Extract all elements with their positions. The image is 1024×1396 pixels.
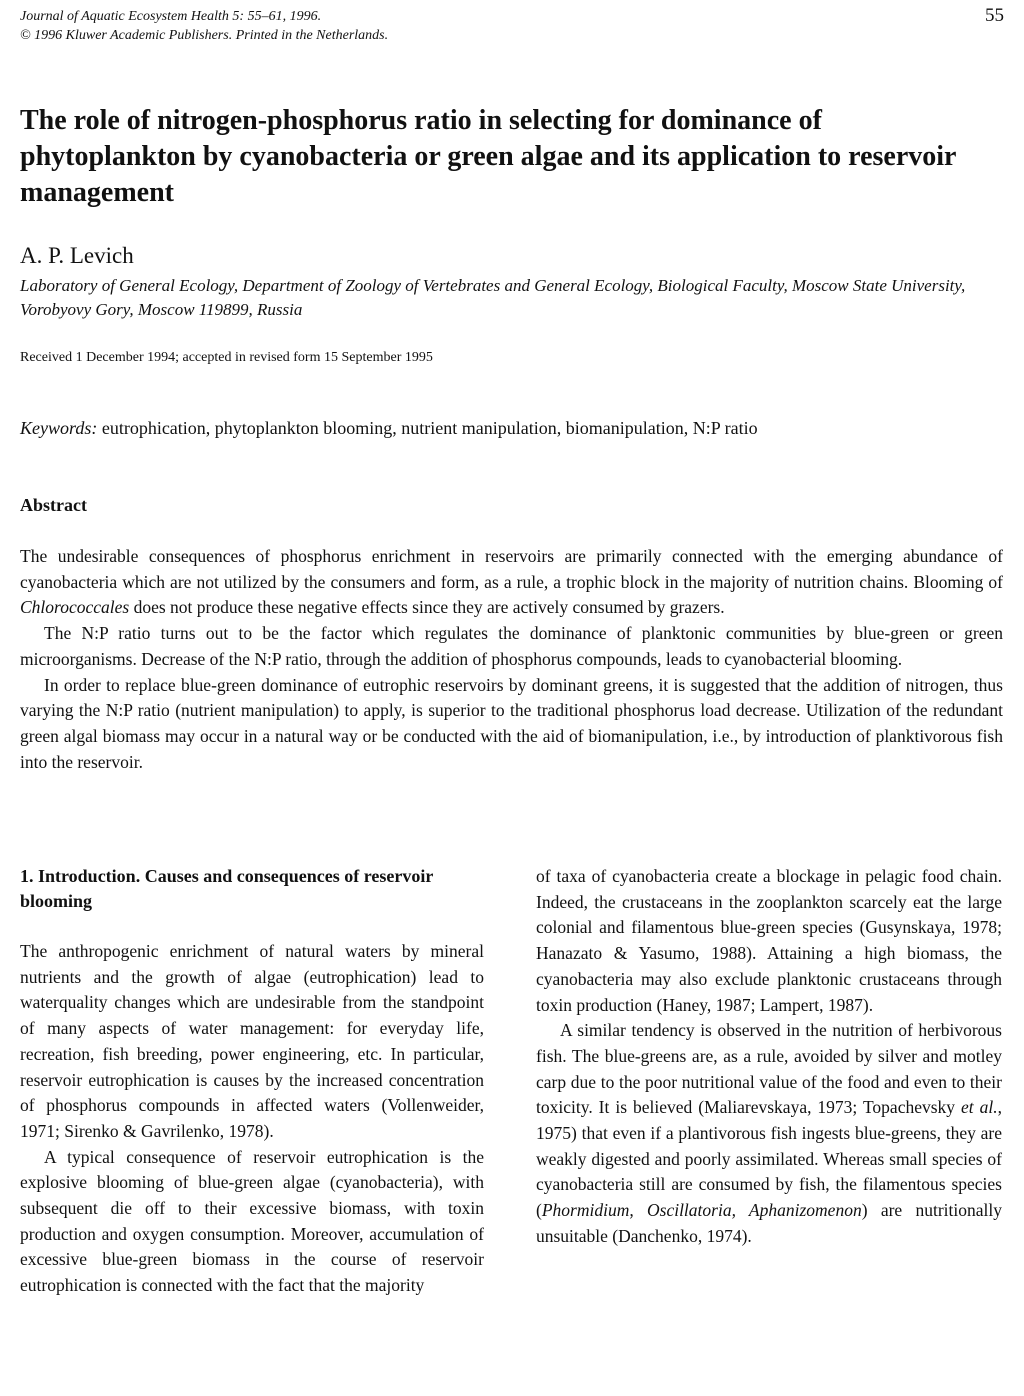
journal-citation: Journal of Aquatic Ecosystem Health 5: 55–61, 1996. [20, 9, 322, 24]
abstract-heading: Abstract [20, 495, 87, 515]
author-affiliation: Laboratory of General Ecology, Department of Zoology of Vertebrates and General Ecology, Biological Faculty, Moscow State University, Vorobyovy Gory, Moscow 119899, Russia [20, 276, 966, 319]
body-paragraph: The anthropogenic enrichment of natural waters by mineral nutrients and the growth of algae (eutrophication) lead to waterquality changes which are undesirable from the standpoint of many aspects of water management: for everyday life, recreation, fish breeding, power engineering, etc. In particular, reservoir eutrophication is causes by the increased concentration of phosphorus compounds in affected waters (Vollenweider, 1971; Sirenko & Gavrilenko, 1978). [20, 941, 484, 1141]
right-column [536, 864, 1002, 1250]
running-header [20, 7, 388, 45]
body-text: , 1975) that even if a plantivorous fish ingests blue-greens, they are weakly digested and poorly assimilated. Whereas small species of cyanobacteria still are consumed by fish, the filamentous species ( [536, 1097, 1002, 1221]
left-column [20, 864, 484, 1299]
received-dates: Received 1 December 1994; accepted in revised form 15 September 1995 [20, 350, 433, 365]
abstract-text: The undesirable consequences of phosphorus enrichment in reservoirs are primarily connected with the emerging abundance of cyanobacteria which are not utilized by the consumers and form, as a rule, a trophic block in the majority of nutrition chains. Blooming of [20, 546, 1003, 592]
abstract-italic-term: Chlorococcales [20, 597, 130, 618]
keywords-text: eutrophication, phytoplankton blooming, nutrient manipulation, biomanipulation, N:P ratio [101, 418, 758, 438]
italic-term: et al. [961, 1097, 998, 1118]
abstract-body [20, 544, 1003, 775]
keywords-label: Keywords: [20, 418, 98, 438]
author-name: A. P. Levich [20, 243, 134, 268]
copyright-notice: © 1996 Kluwer Academic Publishers. Printed in the Netherlands. [20, 28, 389, 43]
abstract-text: does not produce these negative effects since they are actively consumed by grazers. [129, 597, 725, 618]
abstract-paragraph [20, 544, 1003, 621]
section-heading: 1. Introduction. Causes and consequences of reservoir blooming [20, 866, 434, 911]
abstract-paragraph: In order to replace blue-green dominance of eutrophic reservoirs by dominant greens, it is suggested that the addition of nitrogen, thus varying the N:P ratio (nutrient manipulation) to apply, is superior to the traditional phosphorus load decrease. Utilization of the redundant green algal biomass may occur in a natural way or be conducted with the aid of biomanipulation, i.e., by introduction of planktivorous fish into the reservoir. [20, 674, 1003, 772]
body-paragraph: of taxa of cyanobacteria create a blockage in pelagic food chain. Indeed, the crustaceans in the zooplankton scarcely eat the large colonial and filamentous blue-green species (Gusynskaya, 1978; Hanazato & Yasumo, 1988). Attaining a high biomass, the cyanobacteria may also exclude planktonic crustaceans through toxin production (Haney, 1987; Lampert, 1987). [536, 866, 1002, 1015]
body-text: ) are nutritionally unsuitable (Danchenko, 1974). [536, 1200, 1002, 1246]
article-title: The role of nitrogen-phosphorus ratio in selecting for dominance of phytoplankton by cyanobacteria or green algae and its application to reservoir management [20, 105, 956, 208]
abstract-paragraph: The N:P ratio turns out to be the factor which regulates the dominance of planktonic communities by blue-green or green microorganisms. Decrease of the N:P ratio, through the addition of phosphorus compounds, leads to cyanobacterial blooming. [20, 623, 1003, 669]
body-text: A similar tendency is observed in the nutrition of herbivorous fish. The blue-greens are, as a rule, avoided by silver and motley carp due to the poor nutritional value of the food and even to their toxicity. It is believed (Maliarevskaya, 1973; Topachevsky [536, 1020, 1002, 1118]
page-number: 55 [985, 5, 1004, 26]
italic-genera: Phormidium, Oscillatoria, Aphanizomenon [541, 1200, 862, 1221]
body-paragraph [536, 1018, 1002, 1249]
keywords-line [20, 418, 1005, 439]
body-paragraph: A typical consequence of reservoir eutrophication is the explosive blooming of blue-green algae (cyanobacteria), with subsequent die off to their excessive biomass, with toxin production and oxygen consumption. Moreover, accumulation of excessive blue-green biomass in the course of reservoir eutrophication is connected with the fact that the majority [20, 1146, 484, 1296]
